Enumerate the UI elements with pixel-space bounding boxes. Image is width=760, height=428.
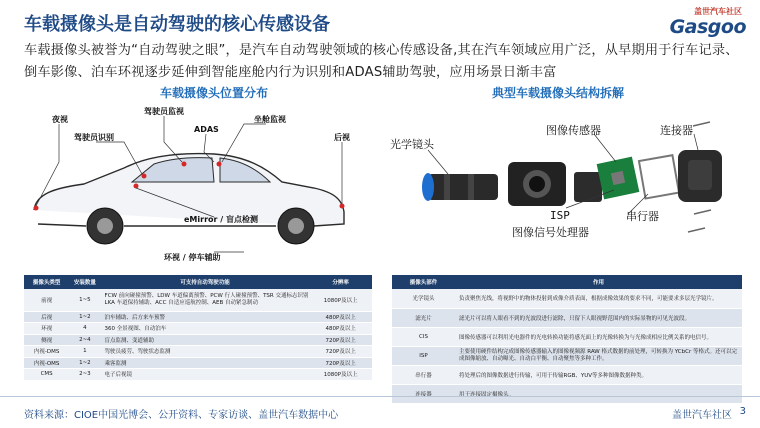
table-row: 连接器 用于连接固定摄像头。 (392, 384, 742, 403)
car-diagram-subtitle: 车载摄像头位置分布 (160, 86, 269, 100)
car-camera-diagram (14, 102, 364, 268)
t1-header-type: 摄像头类型 (24, 275, 69, 289)
part-label-sensor: 图像传感器 (546, 124, 601, 137)
table-row: 侧视 2~4 盲点监测、变道辅助 720P及以上 (24, 334, 372, 346)
part-label-lens: 光学镜头 (390, 138, 434, 151)
label-rear-view: 后视 (334, 133, 350, 142)
frame-illustration (639, 155, 679, 198)
table-row: CIS 图像传感器可以利用光电器件的光电转换功能将感光面上的光像转换为与光像成相应比例关系的电信号。 (392, 327, 742, 346)
table-row: 后视 1~2 泊车辅助、后方来车预警 480P及以上 (24, 311, 372, 323)
part-label-isp: ISP (550, 209, 570, 222)
table-row: 光学镜头 负责聚焦光线，将视野中的物体投射到成像介质表面，根据成像效果的要求不同，可能要求多层光学镜片。 (392, 289, 742, 308)
logo-cn-text: 盖世汽车社区 (694, 7, 742, 16)
camera-parts-diagram (388, 102, 738, 262)
t1-header-count: 安装数量 (69, 275, 100, 289)
t2-header-part: 摄像头部件 (392, 275, 455, 289)
label-surround: 环视 / 停车辅助 (164, 253, 221, 262)
page-number: 3 (739, 406, 746, 417)
intro-paragraph: 车载摄像头被誉为“自动驾驶之眼”，是汽车自动驾驶领域的核心传感设备,其在汽车领域应用广泛，从早期用于行车记录、倒车影像、泊车环视逐步延伸到智能座舱内行为识别和ADAS辅助驾驶，应用场景日渐丰富 (24, 43, 739, 80)
t1-header-resolution: 分辨率 (309, 275, 372, 289)
label-night-vision: 夜视 (52, 115, 68, 124)
footer-brand: 盖世汽车社区 (672, 410, 732, 421)
table-row: 环视 4 360 全景视图、自动泊车 480P及以上 (24, 323, 372, 335)
part-label-connector: 连接器 (660, 124, 693, 137)
footer-bar (0, 396, 760, 428)
table-row: 前视 1~5 FCW 前向碰撞预警、LDW 车道偏离预警、PCW 行人碰撞预警、TSR 交通标志识别 LKA 车道保持辅助、ACC 自适应巡航控制、AEB 自动紧急制动 1080P及以上 (24, 289, 372, 311)
parts-diagram-subtitle: 典型车载摄像头结构拆解 (492, 86, 625, 100)
table-row: CMS 2~3 电子后视镜 1080P及以上 (24, 369, 372, 381)
t1-header-function: 可支持自动驾驶功能 (101, 275, 310, 289)
page-title: 车载摄像头是自动驾驶的核心传感设备 (24, 14, 330, 35)
connector-illustration (678, 150, 722, 202)
footer-source: 资料来源：CIOE中国光博会、公开资料、专家访谈、盖世汽车数据中心 (24, 410, 339, 421)
gasgoo-logo (626, 6, 746, 36)
camera-type-table (24, 275, 372, 381)
table-row: 滤光片 滤光片可以将人眼看不到的光波段进行滤除，只留下人眼视野范围内的实际景物的可见光波段。 (392, 308, 742, 327)
table-row: 内视-OMS 1~2 乘客监测 720P及以上 (24, 357, 372, 369)
lens-illustration (422, 173, 498, 201)
label-driver-monitor: 驾驶员监视 (144, 107, 184, 116)
label-emirror: eMirror / 盲点检测 (184, 215, 258, 224)
table-row: ISP 主要使用硬件结构完成图像传感器输入的图像视频源 RAW 格式数据的前处理，可转换为 YCbCr 等格式。还可以完成图像缩放、自动曝光、自动白平衡、自动聚焦等多种工作。 (392, 346, 742, 365)
part-label-isp-full: 图像信号处理器 (512, 226, 589, 239)
logo-en-text: Gasgoo (669, 16, 746, 38)
part-label-serializer: 串行器 (626, 210, 659, 223)
table-row: 内视-DMS 1 驾驶员疲劳、驾驶状态监测 720P及以上 (24, 346, 372, 358)
label-driver-id: 驾驶员识别 (74, 133, 114, 142)
housing-illustration (508, 162, 566, 206)
label-cabin-monitor: 坐舱监视 (254, 115, 286, 124)
camera-parts-table (392, 275, 742, 404)
mount-illustration (574, 172, 602, 202)
t2-header-role: 作用 (455, 275, 742, 289)
label-adas: ADAS (194, 125, 219, 134)
table-row: 串行器 将处理后的图像数据进行传输，可用于传输RGB、YUV等多种图像数据种类。 (392, 365, 742, 384)
pcb-illustration (597, 157, 640, 200)
